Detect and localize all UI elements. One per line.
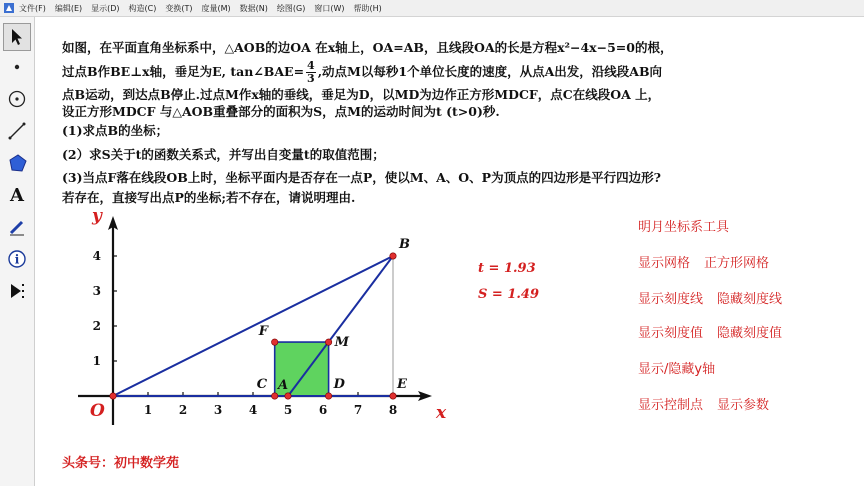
point-label-d: D <box>333 377 345 392</box>
menu-help[interactable]: 帮助(H) <box>353 3 382 13</box>
menu-transform[interactable]: 变换(T) <box>165 3 193 13</box>
point-label-a: A <box>278 378 289 393</box>
point-b[interactable] <box>390 253 396 259</box>
point-label-m: M <box>334 335 349 351</box>
point-c[interactable] <box>272 393 278 399</box>
x-tick-label: 3 <box>213 403 223 417</box>
point-m[interactable] <box>325 339 331 345</box>
menu-file[interactable]: 文件(F) <box>19 3 46 13</box>
measurement-t[interactable]: t = 1.93 <box>478 261 536 276</box>
x-tick-label: 1 <box>143 403 153 417</box>
y-axis-label: y <box>92 206 102 226</box>
panel-row-grid <box>638 252 783 271</box>
problem-line-2a: 过点B作BE⊥x轴，垂足为E, tan∠BAE= <box>62 63 305 79</box>
problem-line-5: (1)求点B的坐标； <box>62 123 169 138</box>
point-o[interactable] <box>110 393 116 399</box>
menu-window[interactable]: 窗口(W) <box>314 3 345 13</box>
panel-row-controls <box>638 394 783 413</box>
fraction-numerator: 4 <box>307 58 315 72</box>
y-tick-label: 2 <box>92 319 101 333</box>
panel-row-tickvalues <box>638 322 796 341</box>
problem-line-3: 点B运动，到达点B停止.过点M作x轴的垂线，垂足为D，以MD为边作正方形MDCF，点C在线段OA 上， <box>62 87 661 102</box>
show-control-points-button[interactable]: 显示控制点 <box>638 398 704 413</box>
menu-number[interactable]: 数据(N) <box>239 3 268 13</box>
hide-tickmarks-button[interactable]: 隐藏刻度线 <box>717 292 783 307</box>
square-grid-button[interactable]: 正方形网格 <box>704 256 770 271</box>
point-e[interactable] <box>390 393 396 399</box>
point-label-f: F <box>258 324 268 340</box>
y-tick-label: 3 <box>92 284 101 298</box>
point-d[interactable] <box>325 393 331 399</box>
problem-line-2b: ,动点M以每秒1个单位长度的速度，从点A出发，沿线段AB向 <box>317 63 663 79</box>
y-tick-label: 1 <box>92 354 101 368</box>
x-axis-label: x <box>436 403 447 423</box>
hide-tickvalues-button[interactable]: 隐藏刻度值 <box>717 326 783 341</box>
segment-ob[interactable] <box>113 256 393 396</box>
footer-credit: 头条号：初中数学苑 <box>62 456 180 471</box>
menu-construct[interactable]: 构造(C) <box>128 3 157 13</box>
problem-line-7: (3)当点F落在线段OB上时，坐标平面内是否存在一点P，使以M、A、O、P为顶点的四边形是平行四边形? <box>62 170 661 185</box>
text-icon: A <box>10 184 24 206</box>
x-tick-label: 7 <box>353 403 363 417</box>
menu-display[interactable]: 显示(D) <box>91 3 120 13</box>
show-grid-button[interactable]: 显示网格 <box>638 256 691 271</box>
show-tickmarks-button[interactable]: 显示刻度线 <box>638 292 704 307</box>
problem-line-1: 如图，在平面直角坐标系中，△AOB的边OA 在x轴上，OA=AB，且线段OA的长是方程x²−4x−5=0的根， <box>62 40 673 55</box>
origin-label: O <box>90 401 105 421</box>
segment-ab[interactable] <box>288 256 393 396</box>
menu-measure[interactable]: 度量(M) <box>201 3 231 13</box>
svg-text:i: i <box>14 252 20 267</box>
panel-title: 明月坐标系工具 <box>638 220 730 235</box>
x-tick-label: 5 <box>283 403 293 417</box>
x-tick-label: 8 <box>388 403 398 417</box>
x-tick-label: 6 <box>318 403 328 417</box>
point-label-b: B <box>399 237 410 252</box>
problem-line-4: 设正方形MDCF 与△AOB重叠部分的面积为S，点M的运动时间为t (t>0)秒. <box>62 103 500 119</box>
show-parameters-button[interactable]: 显示参数 <box>717 398 770 413</box>
problem-line-6: (2）求S关于t的函数关系式，并写出自变量t的取值范围； <box>62 146 385 162</box>
panel-row-tickmarks <box>638 288 796 307</box>
point-label-c: C <box>256 377 268 392</box>
toggle-y-axis-button[interactable]: 显示/隐藏y轴 <box>638 362 716 377</box>
y-tick-label: 4 <box>92 249 101 263</box>
measurement-s[interactable]: S = 1.49 <box>478 287 539 302</box>
x-tick-label: 4 <box>248 403 258 417</box>
point-label-e: E <box>397 377 407 392</box>
show-tickvalues-button[interactable]: 显示刻度值 <box>638 326 704 341</box>
menu-graph[interactable]: 绘图(G) <box>276 3 306 13</box>
point-f[interactable] <box>272 339 278 345</box>
fraction-denominator: 3 <box>307 71 315 85</box>
menu-edit[interactable]: 编辑(E) <box>54 3 83 13</box>
x-tick-label: 2 <box>178 403 188 417</box>
problem-line-8: 若存在，直接写出点P的坐标;若不存在，请说明理由. <box>62 189 356 205</box>
point-a[interactable] <box>285 393 291 399</box>
